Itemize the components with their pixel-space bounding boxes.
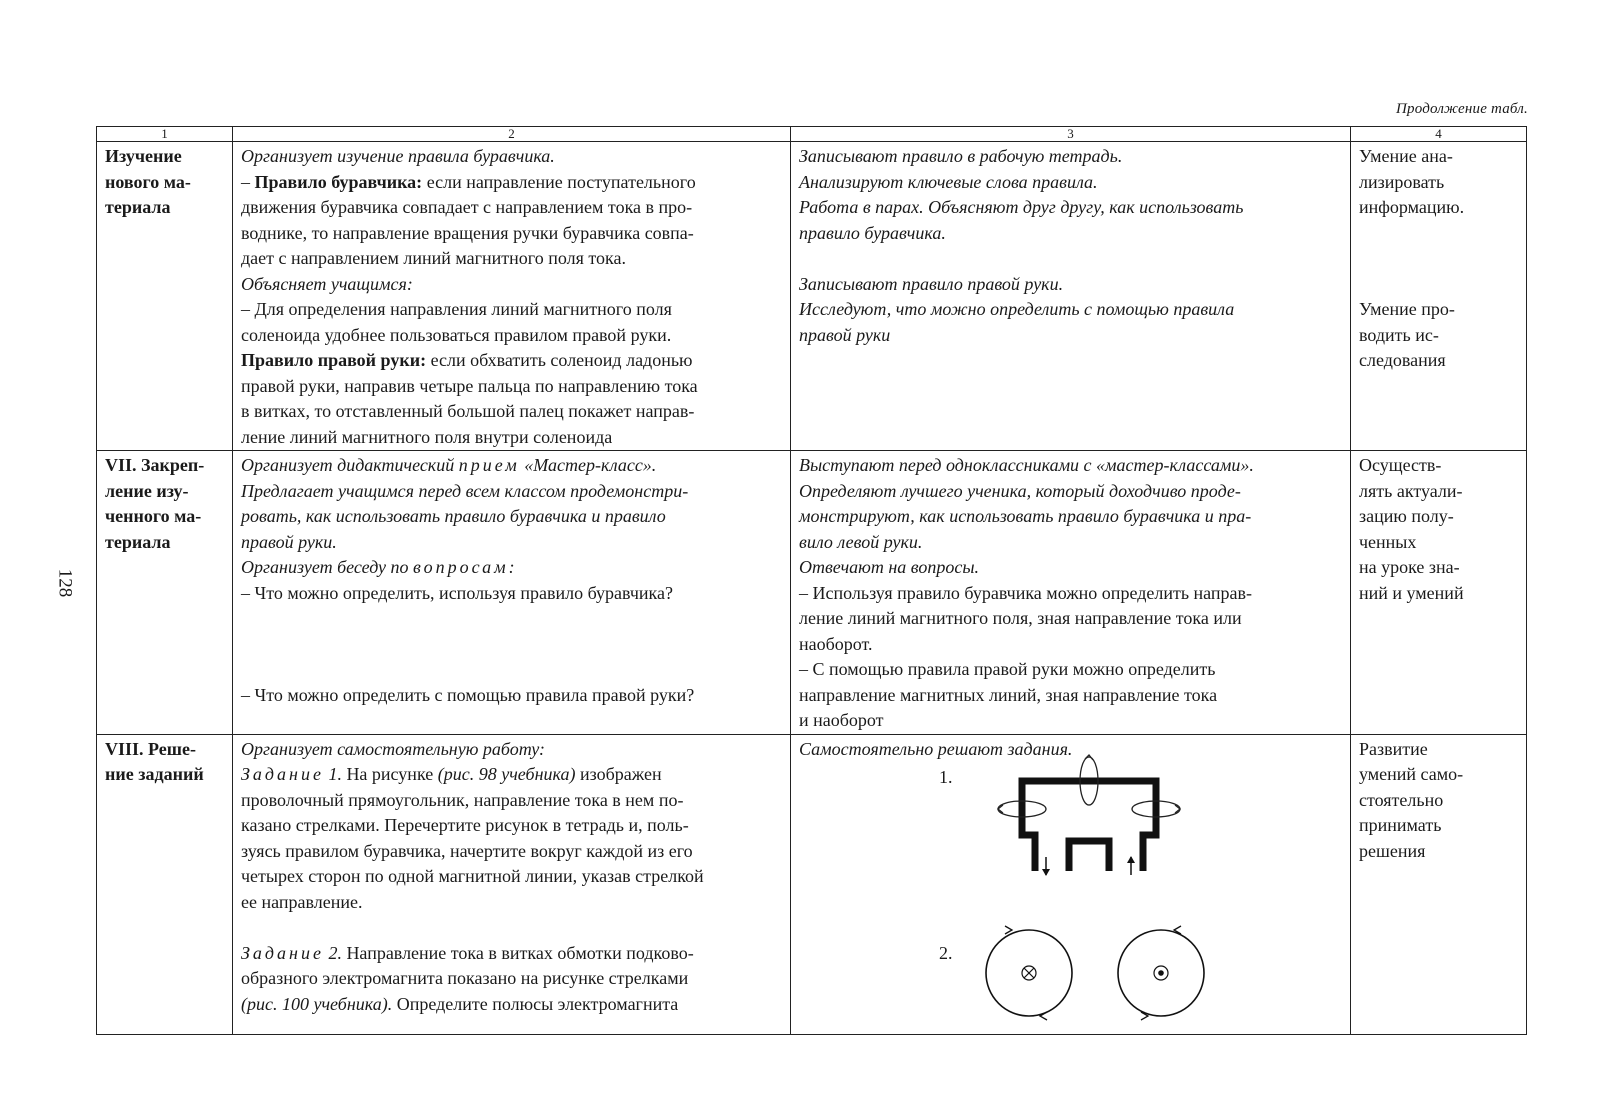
text-line: VIII. Реше- <box>105 738 196 759</box>
text-line: Анализируют ключевые слова правила. <box>799 171 1098 192</box>
text-line: Объясняет учащимся: <box>241 273 413 294</box>
text-line <box>241 453 782 479</box>
text-line: следования <box>1359 350 1446 370</box>
student-activity-cell <box>791 451 1351 735</box>
text-line: Осуществ- <box>1359 455 1442 475</box>
text-line: правой руки <box>799 324 891 345</box>
text-line: движения буравчика совпадает с направлением тока в про- <box>241 197 693 217</box>
column-number: 4 <box>1351 127 1527 142</box>
table-continuation-label: Продолжение табл. <box>1395 101 1528 117</box>
text-line: и наоборот <box>799 710 884 730</box>
text-segment: если направление поступательного <box>422 171 696 192</box>
text-line: ление линий магнитного поля, зная направление тока или <box>799 608 1242 628</box>
text-segment: (рис. 100 учебника). <box>241 993 393 1014</box>
text-line: Организует самостоятельную работу: <box>241 738 546 759</box>
text-line: зуясь правилом буравчика, начертите вокруг каждой из его <box>241 840 693 861</box>
text-segment: – <box>241 171 255 192</box>
text-segment: Организует дидактический <box>241 455 459 475</box>
text-line: Определяют лучшего ученика, который доходчиво проде- <box>799 480 1241 501</box>
text-line: Предлагает учащимся перед всем классом продемонстри- <box>241 480 689 501</box>
text-line: Исследуют, что можно определить с помощью правила <box>799 299 1235 319</box>
text-line: Записывают правило правой руки. <box>799 273 1064 294</box>
text-line: нового ма- <box>105 171 191 192</box>
text-segment: 1. <box>323 764 342 784</box>
text-segment: Направление тока в витках обмотки подково- <box>341 942 694 963</box>
text-line: – Используя правило буравчика можно определить направ- <box>799 582 1253 603</box>
text-line: ний и умений <box>1359 582 1464 603</box>
teacher-activity-cell <box>233 142 791 451</box>
text-line: лизировать <box>1359 171 1445 192</box>
text-line: териала <box>105 197 171 217</box>
text-line: на уроке зна- <box>1359 557 1460 577</box>
text-line: Организует изучение правила буравчика. <box>241 146 555 166</box>
text-line <box>241 170 782 196</box>
blank-line <box>241 657 782 683</box>
text-line: Выступают перед одноклассниками с «мастер-классами». <box>799 455 1254 475</box>
text-line: водить ис- <box>1359 324 1439 345</box>
text-line: образного электромагнита показано на рисунке стрелками <box>241 968 689 988</box>
students-task-heading: Самостоятельно решают задания. <box>799 738 1073 759</box>
text-line: – С помощью правила правой руки можно определить <box>799 659 1216 679</box>
blank-line <box>241 606 782 632</box>
text-line <box>241 941 782 967</box>
text-line: направление магнитных линий, зная направление тока <box>799 684 1218 705</box>
figure-2-label: 2. <box>939 942 953 963</box>
text-line: решения <box>1359 840 1426 861</box>
text-segment: Задание <box>241 764 324 784</box>
text-line: четырех сторон по одной магнитной линии, указав стрелкой <box>241 866 704 886</box>
text-line: ление линий магнитного поля внутри соленоида <box>241 426 613 447</box>
text-segment: если обхватить соленоид ладонью <box>426 350 693 370</box>
text-segment: Определите полюсы электромагнита <box>392 993 679 1014</box>
text-line: ченных <box>1359 531 1417 552</box>
text-line: правой руки, направив четыре пальца по направлению тока <box>241 375 698 396</box>
electromagnet-coils-figure <box>985 925 1235 1025</box>
table-row <box>97 451 1527 735</box>
blank-line <box>1359 272 1518 298</box>
text-line: Изучение <box>105 146 182 166</box>
text-line: ее направление. <box>241 891 363 912</box>
text-line: – Что можно определить, используя правило буравчика? <box>241 582 673 603</box>
column-number: 3 <box>791 127 1351 142</box>
text-line: соленоида удобнее пользоваться правилом правой руки. <box>241 324 672 345</box>
text-line: териала <box>105 531 171 552</box>
figure-1-label: 1. <box>939 766 953 787</box>
blank-line <box>241 915 782 941</box>
text-line: умений само- <box>1359 764 1464 784</box>
blank-line <box>241 632 782 658</box>
blank-line <box>1359 221 1518 247</box>
text-line: правило буравчика. <box>799 222 946 243</box>
text-line: Умение про- <box>1359 299 1455 319</box>
text-line: информацию. <box>1359 197 1465 217</box>
text-line: Отвечают на вопросы. <box>799 557 980 577</box>
text-line: ровать, как использовать правило буравчика и правило <box>241 506 666 526</box>
results-cell <box>1351 142 1527 451</box>
text-line: в витках, то отставленный большой палец покажет направ- <box>241 401 695 421</box>
text-line: принимать <box>1359 815 1442 835</box>
text-line: VII. Закреп- <box>105 455 205 475</box>
blank-line <box>799 246 1342 272</box>
text-line: наоборот. <box>799 633 873 654</box>
text-line: правой руки. <box>241 531 337 552</box>
text-line <box>241 992 782 1018</box>
lesson-plan-table <box>96 126 1527 1035</box>
text-line: лять актуали- <box>1359 480 1463 501</box>
text-line: воднике, то направление вращения ручки буравчика совпа- <box>241 222 694 243</box>
column-number-row <box>97 127 1527 142</box>
text-line <box>241 348 782 374</box>
text-line: вило левой руки. <box>799 531 923 552</box>
stage-cell <box>97 142 233 451</box>
text-line: дает с направлением линий магнитного поля тока. <box>241 248 626 268</box>
text-line: стоятельно <box>1359 789 1444 810</box>
text-line: Умение ана- <box>1359 146 1453 166</box>
student-activity-cell <box>791 734 1351 1034</box>
column-number: 2 <box>233 127 791 142</box>
results-cell <box>1351 451 1527 735</box>
text-segment: (рис. 98 учебника) <box>437 764 576 784</box>
text-segment: Задание <box>241 942 324 963</box>
text-line: ченного ма- <box>105 506 202 526</box>
stage-cell <box>97 734 233 1034</box>
text-line: зацию полу- <box>1359 506 1454 526</box>
text-segment: прием <box>458 455 520 475</box>
text-line: Работа в парах. Объясняют друг другу, как использовать <box>799 197 1244 217</box>
text-line <box>241 762 782 788</box>
text-line: – Для определения направления линий магнитного поля <box>241 299 672 319</box>
text-line <box>241 555 782 581</box>
text-segment: «Мастер-класс». <box>519 455 657 475</box>
text-segment: Правило правой руки: <box>241 350 427 370</box>
text-line: проволочный прямоугольник, направление тока в нем по- <box>241 789 684 810</box>
text-line: ление изу- <box>105 480 189 501</box>
text-line: Записывают правило в рабочую тетрадь. <box>799 146 1123 166</box>
page-number: 128 <box>54 568 76 598</box>
text-segment: Правило буравчика: <box>254 171 423 192</box>
text-segment: вопросам: <box>413 557 518 577</box>
results-cell <box>1351 734 1527 1034</box>
text-segment: 2. <box>323 942 342 963</box>
table-row <box>97 734 1527 1034</box>
column-number: 1 <box>97 127 233 142</box>
text-line: монстрируют, как использовать правило буравчика и пра- <box>799 506 1252 526</box>
teacher-activity-cell <box>233 451 791 735</box>
text-line: казано стрелками. Перечертите рисунок в тетрадь и, поль- <box>241 815 689 835</box>
table-row <box>97 142 1527 451</box>
teacher-activity-cell <box>233 734 791 1034</box>
text-segment: На рисунке <box>341 764 438 784</box>
text-segment: изображен <box>575 764 662 784</box>
text-line: – Что можно определить с помощью правила правой руки? <box>241 684 695 705</box>
student-activity-cell <box>791 142 1351 451</box>
text-line: Развитие <box>1359 738 1428 759</box>
text-line: ние заданий <box>105 764 204 784</box>
blank-line <box>1359 246 1518 272</box>
text-segment: Организует беседу по <box>241 557 414 577</box>
stage-cell <box>97 451 233 735</box>
wire-rectangle-figure <box>989 751 1189 881</box>
